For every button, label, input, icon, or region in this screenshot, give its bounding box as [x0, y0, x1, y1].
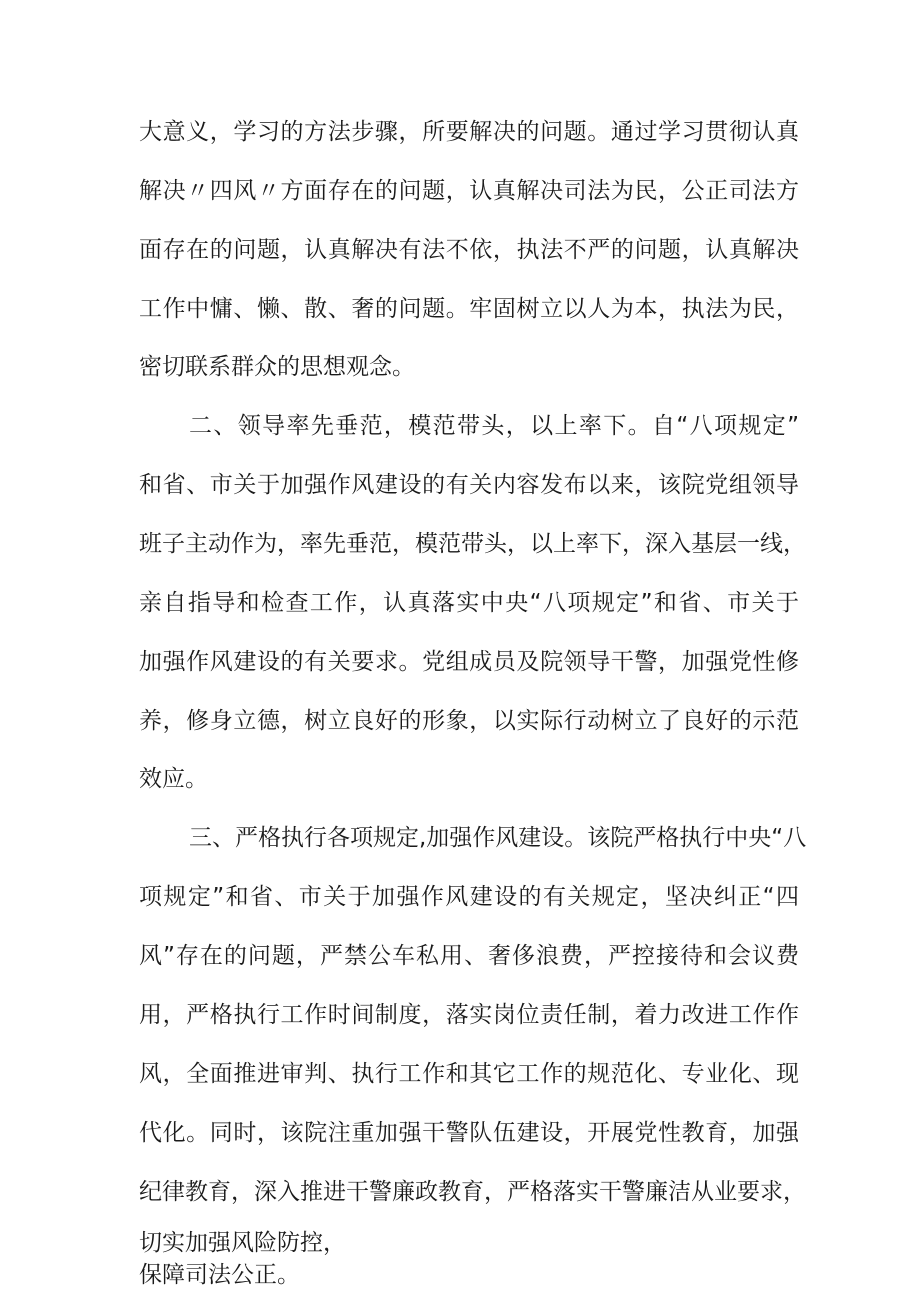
paragraph-line: 风，全面推进审判、执行工作和其它工作的规范化、专业化、现 [139, 1061, 799, 1087]
paragraph-line: 加强作风建设的有关要求。党组成员及院领导干警，加强党性修 [139, 649, 799, 675]
paragraph-line: 保障司法公正。 [139, 1262, 300, 1288]
paragraph-line: 亲自指导和检查工作，认真落实中央“八项规定”和省、市关于 [139, 590, 799, 616]
paragraph-line: 解决〃四风〃方面存在的问题，认真解决司法为民，公正司法方 [139, 178, 799, 204]
paragraph-line: 密切联系群众的思想观念。 [139, 354, 415, 380]
paragraph-line: 效应。 [139, 766, 208, 792]
paragraph-line: 面存在的问题，认真解决有法不依，执法不严的问题，认真解决 [139, 237, 799, 263]
paragraph-line: 大意义，学习的方法步骤，所要解决的问题。通过学习贯彻认真 [139, 119, 799, 145]
paragraph-line: 班子主动作为，率先垂范，模范带头，以上率下，深入基层一线， [139, 531, 806, 557]
paragraph-line: 项规定”和省、市关于加强作风建设的有关规定，坚决纠正“四 [139, 884, 799, 910]
paragraph-line: 工作中慵、懒、散、奢的问题。牢固树立以人为本，执法为民， [139, 296, 799, 322]
paragraph-line: 纪律教育，深入推进干警廉政教育，严格落实干警廉洁从业要求， [139, 1179, 806, 1205]
paragraph-line: 养，修身立德，树立良好的形象，以实际行动树立了良好的示范 [139, 708, 799, 734]
paragraph-line: 切实加强风险防控， [139, 1230, 346, 1256]
paragraph-line: 代化。同时，该院注重加强干警队伍建设，开展党性教育，加强 [139, 1120, 799, 1146]
paragraph-line: 二、领导率先垂范，模范带头，以上率下。自“八项规定” [189, 413, 799, 439]
paragraph-line: 三、严格执行各项规定,加强作风建设。该院严格执行中央“八 [189, 825, 807, 851]
paragraph-line: 用，严格执行工作时间制度，落实岗位责任制，着力改进工作作 [139, 1002, 799, 1028]
paragraph-line: 和省、市关于加强作风建设的有关内容发布以来，该院党组领导 [139, 472, 799, 498]
paragraph-line: 风”存在的问题，严禁公车私用、奢侈浪费，严控接待和会议费 [139, 943, 799, 969]
